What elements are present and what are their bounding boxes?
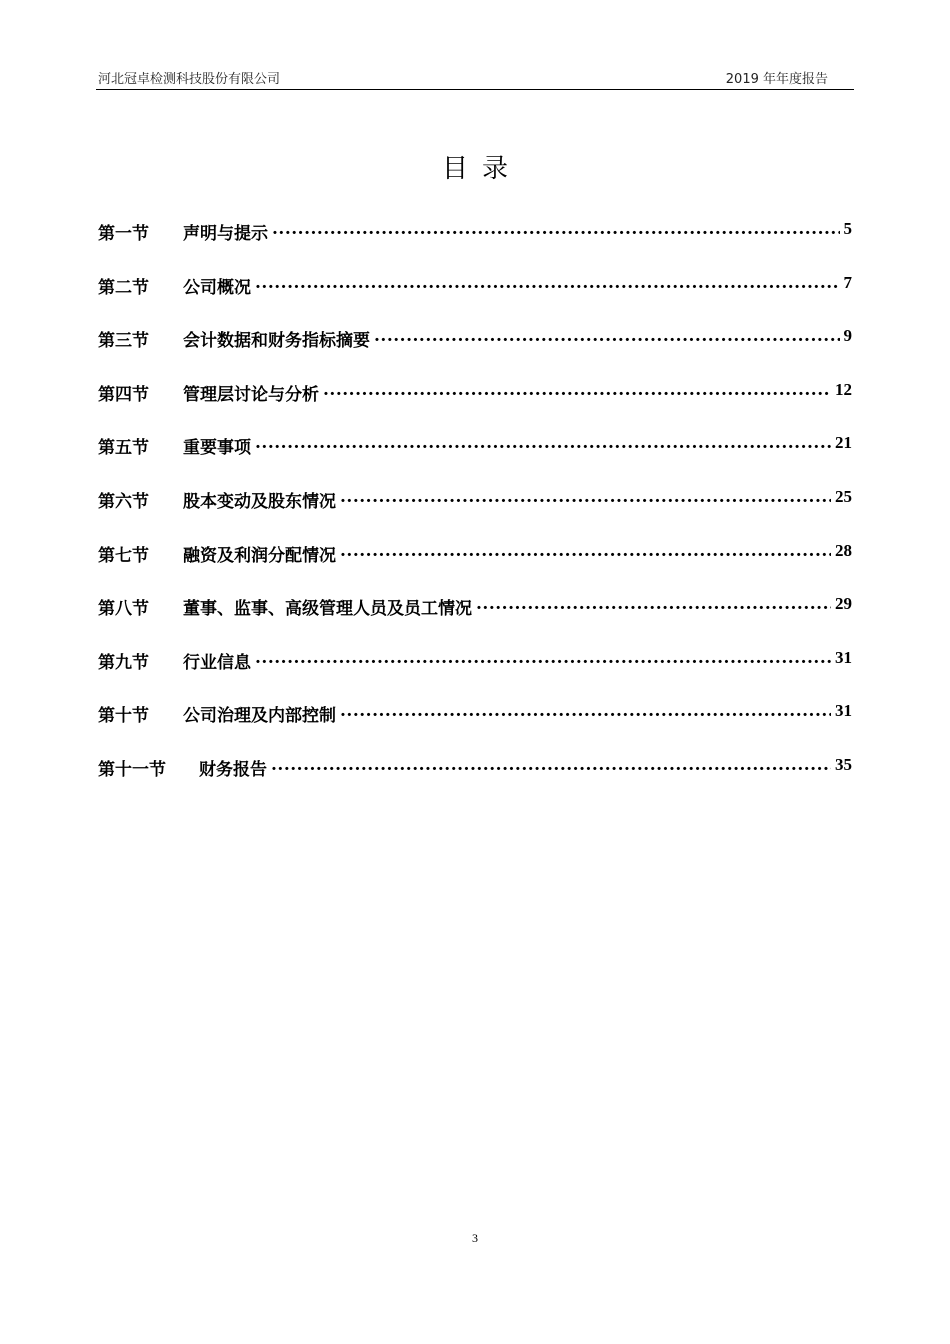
toc-entry-1[interactable] <box>98 219 852 273</box>
toc-name: 公司概况 <box>183 277 251 298</box>
toc-name: 重要事项 <box>183 438 251 459</box>
toc-name: 管理层讨论与分析 <box>183 384 319 405</box>
toc-section: 第一节 <box>98 224 149 244</box>
toc-entry-2[interactable] <box>98 273 852 327</box>
toc-leader <box>340 701 831 721</box>
toc-entry-5[interactable] <box>98 433 852 487</box>
table-of-contents <box>98 219 852 809</box>
toc-section: 第二节 <box>98 277 149 298</box>
toc-leader <box>323 380 831 400</box>
toc-page: 9 <box>843 326 852 346</box>
toc-section: 第四节 <box>98 384 149 405</box>
toc-page: 21 <box>835 433 852 453</box>
toc-entry-7[interactable] <box>98 541 852 595</box>
toc-section: 第七节 <box>98 545 149 566</box>
toc-entry-3[interactable] <box>98 326 852 380</box>
page-header <box>96 66 854 90</box>
toc-leader <box>255 648 831 668</box>
toc-section: 第六节 <box>98 491 149 512</box>
toc-page: 7 <box>843 272 852 292</box>
toc-name: 行业信息 <box>183 652 251 673</box>
toc-page: 31 <box>835 647 852 667</box>
toc-leader <box>271 755 831 775</box>
toc-entry-8[interactable] <box>98 594 852 648</box>
toc-entry-10[interactable] <box>98 701 852 755</box>
report-title: 2019 年年度报告 <box>725 72 828 87</box>
toc-page: 28 <box>835 540 852 560</box>
toc-entry-4[interactable] <box>98 380 852 434</box>
toc-name: 公司治理及内部控制 <box>183 706 336 727</box>
toc-page: 25 <box>835 486 852 506</box>
toc-page: 31 <box>835 701 852 721</box>
toc-leader <box>340 541 831 561</box>
toc-page: 5 <box>843 219 852 238</box>
toc-name: 董事、监事、高级管理人员及员工情况 <box>183 599 472 620</box>
toc-page: 29 <box>835 594 852 614</box>
toc-name: 会计数据和财务指标摘要 <box>183 331 370 352</box>
toc-name: 融资及利润分配情况 <box>183 545 336 566</box>
toc-section: 第九节 <box>98 652 149 673</box>
toc-section: 第十一节 <box>98 759 166 780</box>
toc-name: 财务报告 <box>199 759 267 780</box>
toc-entry-11[interactable] <box>98 755 852 809</box>
toc-section: 第十节 <box>98 706 149 727</box>
toc-page: 35 <box>835 754 852 774</box>
toc-title: 目录 <box>441 154 522 184</box>
toc-leader <box>272 219 840 239</box>
toc-section: 第三节 <box>98 331 149 352</box>
toc-name: 股本变动及股东情况 <box>183 491 336 512</box>
toc-page: 12 <box>835 379 852 399</box>
toc-name: 声明与提示 <box>183 224 268 244</box>
company-name: 河北冠卓检测科技股份有限公司 <box>98 72 281 87</box>
toc-entry-9[interactable] <box>98 648 852 702</box>
toc-leader <box>255 273 840 293</box>
toc-leader <box>255 433 831 453</box>
toc-leader <box>340 487 831 507</box>
toc-section: 第五节 <box>98 438 149 459</box>
toc-leader <box>476 594 831 614</box>
page-number: 3 <box>472 1231 478 1245</box>
toc-section: 第八节 <box>98 599 149 620</box>
toc-entry-6[interactable] <box>98 487 852 541</box>
toc-leader <box>374 326 840 346</box>
